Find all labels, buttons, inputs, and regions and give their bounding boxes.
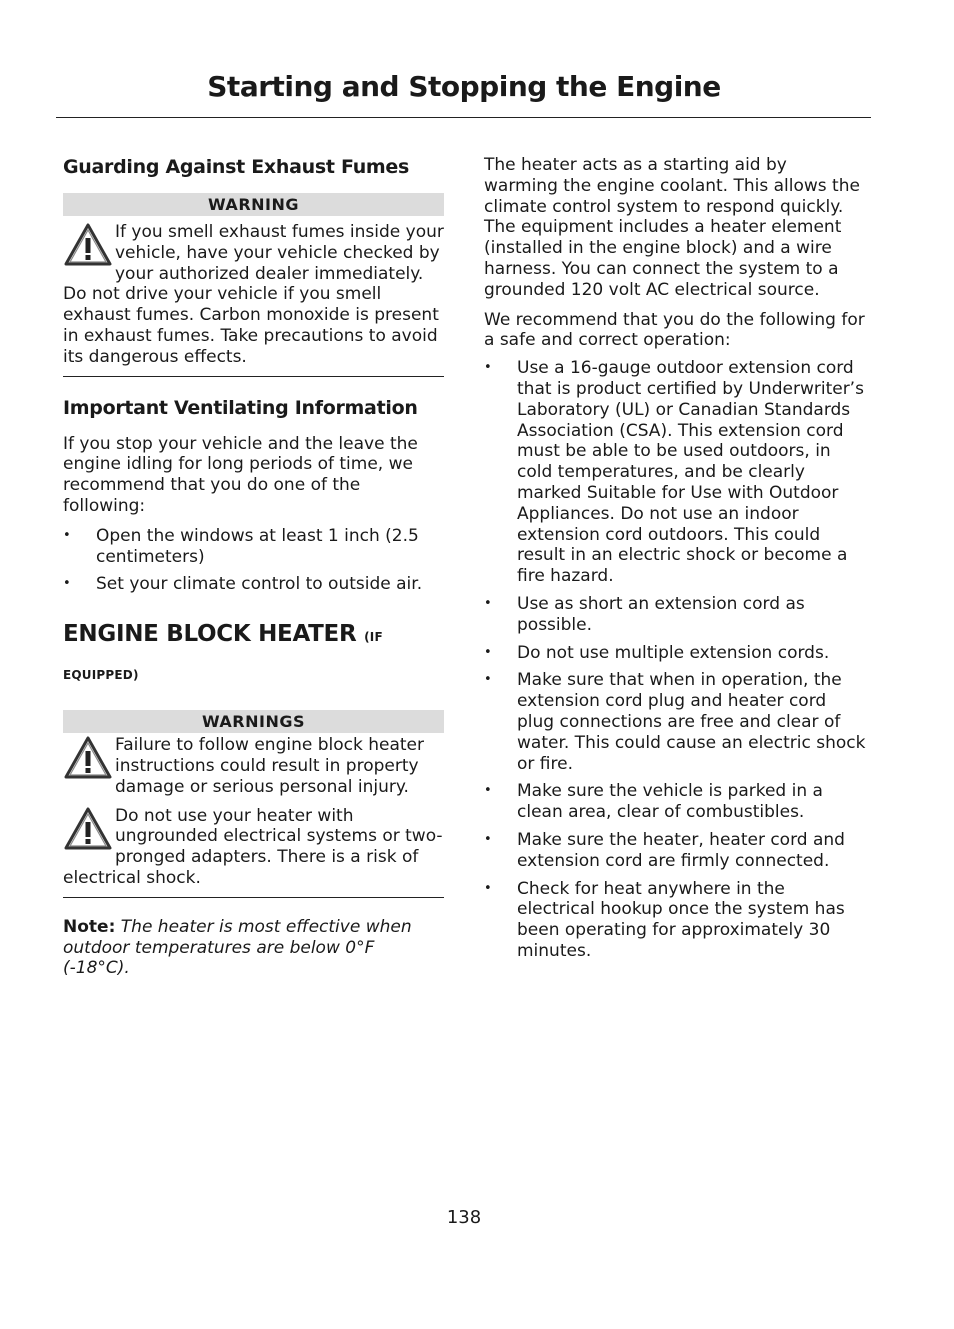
ventilating-heading: Important Ventilating Information xyxy=(63,396,418,419)
list-item: • Set your climate control to outside air. xyxy=(63,574,444,595)
block-heater-heading-suffix: (IF xyxy=(364,630,383,645)
warning-triangle-icon xyxy=(63,735,113,781)
warnings-label: WARNINGS xyxy=(63,710,444,733)
block-heater-heading-text: ENGINE BLOCK HEATER xyxy=(63,621,357,648)
warning-triangle-icon xyxy=(63,222,113,268)
ventilating-intro: If you stop your vehicle and the leave the engine idling for long periods of time, we recommend that you do one of the following: xyxy=(63,433,418,516)
warning-triangle-icon xyxy=(63,806,113,852)
page-title: Starting and Stopping the Engine xyxy=(207,70,721,103)
list-item: • Use as short an extension cord as possible. xyxy=(484,594,866,636)
section-divider xyxy=(63,897,444,898)
right-column xyxy=(484,155,866,969)
list-item: • Make sure that when in operation, the extension cord plug and heater cord plug connections are free and clear of water. This could cause an electric shock or fire. xyxy=(484,670,866,774)
list-item: • Make sure the heater, heater cord and extension cord are firmly connected. xyxy=(484,830,866,872)
note-label: Note: xyxy=(63,916,116,937)
list-item: • Check for heat anywhere in the electrical hookup once the system has been operating for approximately 30 minutes. xyxy=(484,879,866,962)
list-item: • Use a 16-gauge outdoor extension cord that is product certified by Underwriter’s Laboratory (UL) or Canadian Standards Association (CSA). This extension cord must be able to be used outdoors, in cold temperatures, and be clearly marked Suitable for Use with Outdoor Appliances. Do not use an indoor extension cord outdoors. This could result in an electric shock or become a fire hazard. xyxy=(484,358,866,587)
recommendation-intro: We recommend that you do the following for a safe and correct operation: xyxy=(484,309,865,351)
left-column xyxy=(63,155,444,979)
note xyxy=(63,917,444,979)
block-heater-heading-suffix-line2: EQUIPPED) xyxy=(63,668,139,683)
list-item: • Do not use multiple extension cords. xyxy=(484,643,866,664)
list-item: • Open the windows at least 1 inch (2.5 centimeters) xyxy=(63,526,444,568)
note-text: The heater is most effective when outdoor temperatures are below 0°F (-18°C). xyxy=(63,916,412,979)
section-divider xyxy=(63,376,444,377)
heater-description: The heater acts as a starting aid by warming the engine coolant. This allows the climate control system to respond quickly. The equipment includes a heater element (installed in the engine block) and a wire harness. You can connect the system to a grounded 120 volt AC electrical source. xyxy=(484,155,860,300)
warning-block-exhaust xyxy=(63,222,444,368)
list-item: • Make sure the vehicle is parked in a clean area, clear of combustibles. xyxy=(484,781,866,823)
warning-label: WARNING xyxy=(63,193,444,216)
guarding-heading: Guarding Against Exhaust Fumes xyxy=(63,156,410,178)
warning-text-exhaust: If you smell exhaust fumes inside your vehicle, have your vehicle checked by your authorized dealer immediately. Do not drive your vehicle if you smell exhaust fumes. Carbon monoxide is present in exhaust fumes. Take precautions to avoid its dangerous effects. xyxy=(63,222,444,367)
warning-text-electrical-shock: Do not use your heater with ungrounded electrical systems or two-pronged adapters. There is a risk of electrical shock. xyxy=(63,805,443,888)
title-divider xyxy=(56,117,871,118)
warning-text-property-damage: Failure to follow engine block heater instructions could result in property damage or serious personal injury. xyxy=(115,735,425,797)
page-number: 138 xyxy=(446,1207,482,1228)
warnings-block-heater xyxy=(63,735,444,889)
ventilating-list xyxy=(63,526,444,595)
block-heater-heading xyxy=(63,619,444,652)
block-heater-heading-group xyxy=(63,619,444,684)
recommendation-list xyxy=(484,358,866,962)
